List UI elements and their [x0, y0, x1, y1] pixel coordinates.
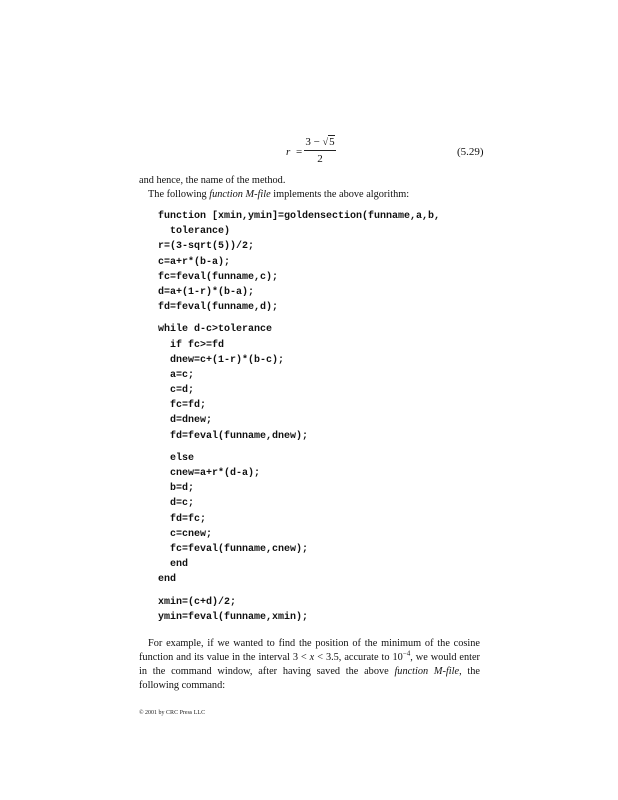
code-line: c=d; [170, 385, 195, 397]
code-line: end [158, 574, 177, 586]
emphasis-text: function M-file [394, 666, 460, 677]
code-line: else [170, 452, 195, 464]
code-line: fd=fc; [170, 513, 207, 525]
square-root-icon: √ [322, 137, 329, 148]
code-line: a=c; [170, 369, 195, 381]
equation-5-29 [0, 136, 618, 170]
text-span: < 3.5, accurate to 10 [314, 652, 403, 663]
code-line: function [xmin,ymin]=goldensection(funname,a,b, [158, 211, 441, 222]
equation-fraction [304, 136, 336, 166]
text-span: , the following command: [139, 666, 480, 691]
code-line: c=a+r*(b-a); [158, 256, 231, 268]
code-line: d=a+(1-r)*(b-a); [158, 286, 255, 298]
radicand: 5 [329, 136, 335, 148]
code-line: fc=feval(funname,cnew); [170, 543, 309, 555]
variable-x: x [309, 652, 315, 663]
code-listing [158, 209, 488, 625]
code-line: cnew=a+r*(d-a); [170, 468, 261, 479]
code-line: ymin=feval(funname,xmin); [158, 611, 309, 623]
equation-equals-sign: = [296, 146, 303, 158]
code-line: end [170, 559, 189, 571]
code-line: while d-c>tolerance [158, 324, 273, 336]
code-line: b=d; [170, 483, 195, 495]
code-line: d=c; [170, 498, 195, 510]
paragraph-bottom [139, 637, 480, 693]
fraction-denominator: 2 [317, 153, 323, 165]
code-line: c=cnew; [170, 528, 213, 540]
text-span: The following [148, 189, 210, 200]
fraction-bar [304, 150, 336, 151]
equation-number: (5.29) [457, 146, 484, 158]
code-line: tolerance) [170, 226, 231, 238]
code-line: fd=feval(funname,d); [158, 302, 279, 314]
code-line: fd=feval(funname,dnew); [170, 430, 309, 442]
paragraph-top [139, 174, 480, 202]
exponent: −4 [402, 649, 411, 658]
text-span: implements the above algorithm: [270, 189, 410, 200]
text-span: , we would enter in the command window, after having saved the above [139, 652, 480, 677]
code-line: d=dnew; [170, 415, 213, 427]
text-line: and hence, the name of the method. [139, 175, 286, 186]
copyright-footer: © 2001 by CRC Press LLC [139, 710, 206, 716]
code-line: if fc>=fd [170, 339, 225, 351]
code-line: xmin=(c+d)/2; [158, 596, 237, 608]
emphasis-text: function M-file [209, 189, 271, 200]
code-line: dnew=c+(1-r)*(b-c); [170, 354, 285, 366]
code-line: fc=fd; [170, 400, 207, 412]
text-line [139, 188, 480, 202]
code-line: fc=feval(funname,c); [158, 271, 279, 283]
text-span: For example, if we wanted to find the position of the minimum of the cosine function and its value in the interval 3 < [139, 638, 480, 663]
numerator-lead: 3 − [305, 136, 323, 148]
code-line: r=(3-sqrt(5))/2; [158, 241, 255, 253]
fraction-numerator [304, 136, 336, 149]
equation-lhs: r [286, 146, 291, 158]
text-paragraph [139, 637, 480, 693]
